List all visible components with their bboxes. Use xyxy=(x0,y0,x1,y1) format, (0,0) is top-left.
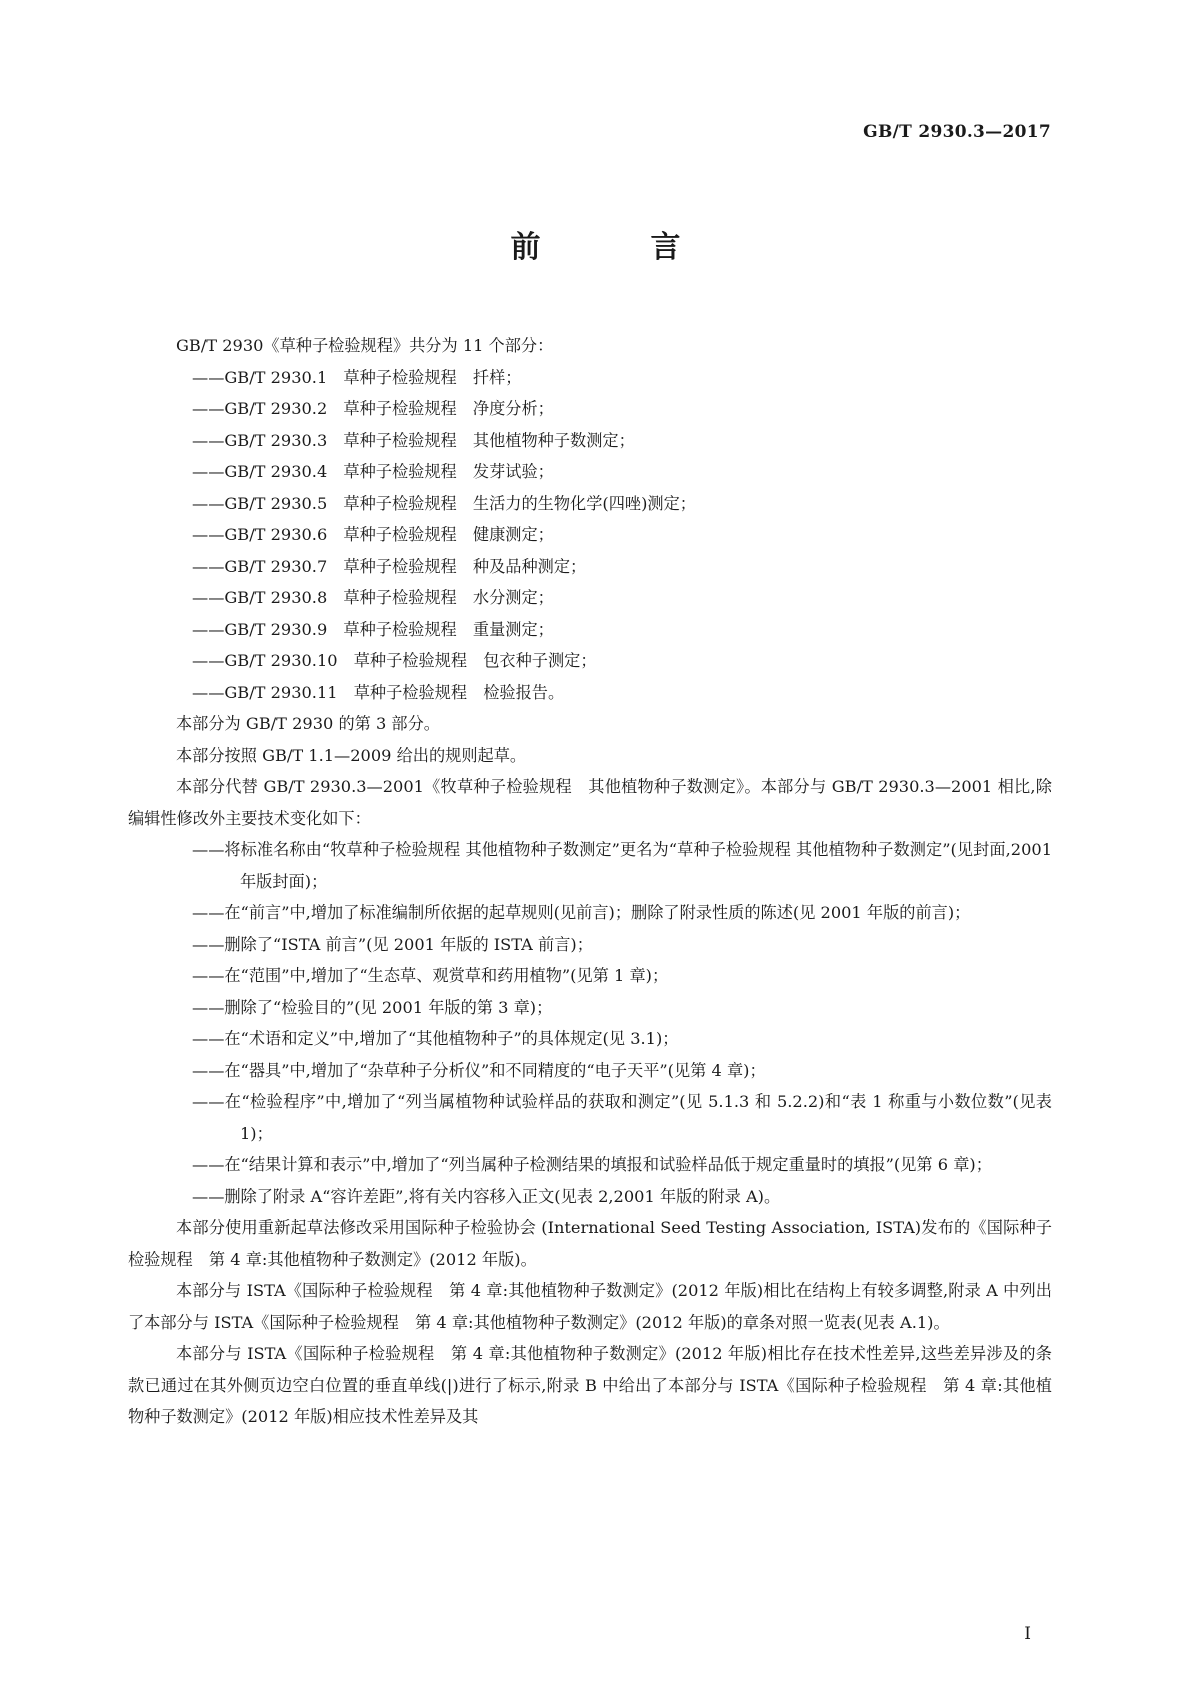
part-list-item: ——GB/T 2930.8 草种子检验规程 水分测定； xyxy=(192,588,554,607)
standard-code: GB/T 2930.3—2017 xyxy=(863,122,1051,142)
replacement-statement: 本部分代替 GB/T 2930.3—2001《牧草种子检验规程 其他植物种子数测定》。本部分与 GB/T 2930.3—2001 相比,除编辑性修改外主要技术变化如下： xyxy=(128,777,1052,828)
technical-difference-statement: 本部分与 ISTA《国际种子检验规程 第 4 章:其他植物种子数测定》(2012 年版)相比存在技术性差异,这些差异涉及的条款已通过在其外侧页边空白位置的垂直单线(|)进行了标示,附录 B 中给出了本部分与 ISTA《国际种子检验规程 第 4 章:其他植物种子数测定》(2012 年版)相应技术性差异及其 xyxy=(128,1344,1052,1426)
part-list-item: ——GB/T 2930.3 草种子检验规程 其他植物种子数测定； xyxy=(192,430,635,450)
part-list-item: ——GB/T 2930.4 草种子检验规程 发芽试验； xyxy=(192,462,554,481)
part-list-item: ——GB/T 2930.7 草种子检验规程 种及品种测定； xyxy=(192,556,587,576)
foreword-body xyxy=(128,330,1052,1433)
change-list-item: ——在“范围”中,增加了“生态草、观赏草和药用植物”(见第 1 章)； xyxy=(192,966,669,985)
part-statement: 本部分为 GB/T 2930 的第 3 部分。 xyxy=(176,714,440,733)
change-list-item: ——在“检验程序”中,增加了“列当属植物种试验样品的获取和测定”(见 5.1.3 和 5.2.2)和“表 1 称重与小数位数”(见表 1)； xyxy=(192,1092,1052,1143)
structure-comparison-statement: 本部分与 ISTA《国际种子检验规程 第 4 章:其他植物种子数测定》(2012 年版)相比在结构上有较多调整,附录 A 中列出了本部分与 ISTA《国际种子检验规程 第 4 章:其他植物种子数测定》(2012 年版)的章条对照一览表(见表 A.1)。 xyxy=(128,1281,1052,1332)
part-list-item: ——GB/T 2930.5 草种子检验规程 生活力的生物化学(四唑)测定； xyxy=(192,493,696,513)
change-list-item: ——删除了附录 A“容许差距”,将有关内容移入正文(见表 2,2001 年版的附录 A)。 xyxy=(192,1186,781,1206)
part-list-item: ——GB/T 2930.6 草种子检验规程 健康测定； xyxy=(192,525,554,544)
change-list-item: ——删除了“检验目的”(见 2001 年版的第 3 章)； xyxy=(192,997,553,1017)
ista-adoption-statement: 本部分使用重新起草法修改采用国际种子检验协会 (International Seed Testing Association, ISTA)发布的《国际种子检验规程 第 4 章:其他植物种子数测定》(2012 年版)。 xyxy=(128,1218,1052,1269)
change-list-item: ——在“结果计算和表示”中,增加了“列当属种子检测结果的填报和试验样品低于规定重量时的填报”(见第 6 章)； xyxy=(192,1155,992,1174)
drafting-rule-statement: 本部分按照 GB/T 1.1—2009 给出的规则起草。 xyxy=(176,745,527,765)
change-list-item: ——在“器具”中,增加了“杂草种子分析仪”和不同精度的“电子天平”(见第 4 章)； xyxy=(192,1060,766,1080)
change-list-item: ——删除了“ISTA 前言”(见 2001 年版的 ISTA 前言)； xyxy=(192,934,593,954)
part-list-item: ——GB/T 2930.1 草种子检验规程 扦样； xyxy=(192,367,522,387)
change-list-item: ——在“术语和定义”中,增加了“其他植物种子”的具体规定(见 3.1)； xyxy=(192,1029,679,1048)
part-list-item: ——GB/T 2930.10 草种子检验规程 包衣种子测定； xyxy=(192,651,597,670)
change-list-item: ——将标准名称由“牧草种子检验规程 其他植物种子数测定”更名为“草种子检验规程 其他植物种子数测定”(见封面,2001 年版封面)； xyxy=(192,840,1052,891)
page-number: I xyxy=(1024,1624,1031,1644)
part-list-item: ——GB/T 2930.11 草种子检验规程 检验报告。 xyxy=(192,682,565,702)
intro-paragraph: GB/T 2930《草种子检验规程》共分为 11 个部分： xyxy=(176,336,554,355)
page-title: 前 言 xyxy=(510,230,721,265)
part-list-item: ——GB/T 2930.9 草种子检验规程 重量测定； xyxy=(192,619,554,639)
change-list-item: ——在“前言”中,增加了标准编制所依据的起草规则(见前言)；删除了附录性质的陈述(见 2001 年版的前言)； xyxy=(192,903,971,922)
part-list-item: ——GB/T 2930.2 草种子检验规程 净度分析； xyxy=(192,399,554,418)
